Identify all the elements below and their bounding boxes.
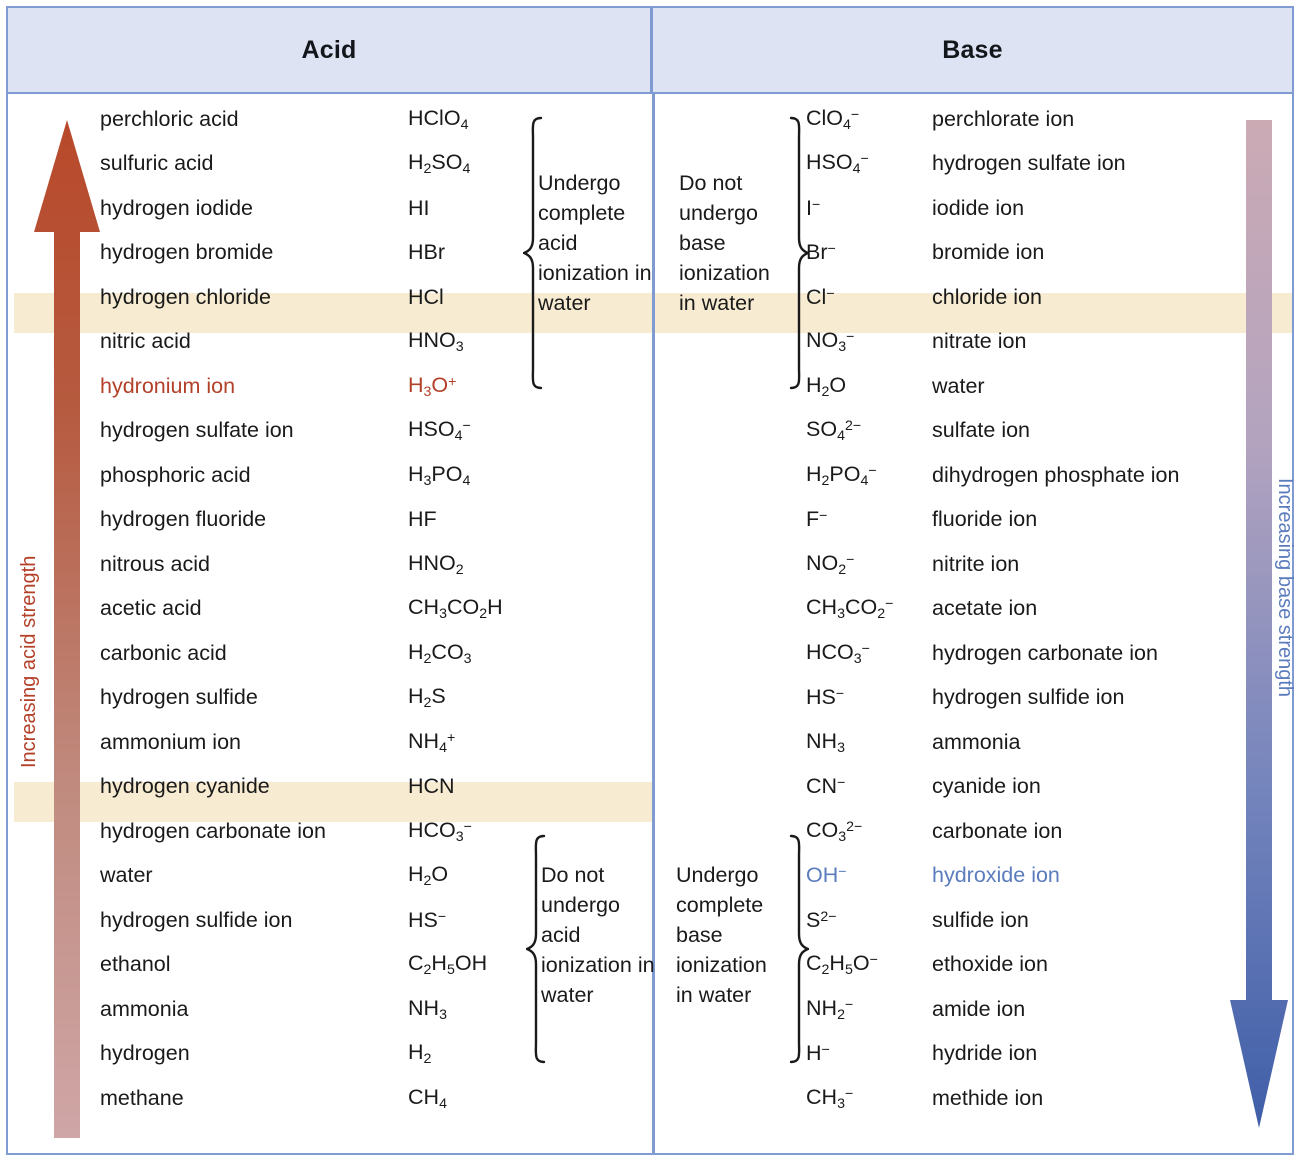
base-row (655, 765, 1292, 810)
acid-row (8, 97, 652, 142)
base-name: bromide ion (932, 240, 1045, 265)
acid-name: hydrogen fluoride (100, 507, 267, 532)
base-row (655, 1076, 1292, 1121)
base-formula: $C_2H_5O^-$ (806, 951, 878, 979)
base-name: ammonia (932, 729, 1021, 754)
base-name: nitrate ion (932, 329, 1027, 354)
acid-row (8, 409, 652, 454)
acid-formula: $NH_3$ (408, 995, 447, 1023)
base-name: hydroxide ion (932, 863, 1060, 888)
base-formula: $CH_3CO_2^-$ (806, 595, 894, 623)
acid-strong-brace-label: Undergo complete acid ionization in water (538, 171, 652, 315)
acid-formula: $HNO_3$ (408, 328, 464, 356)
base-name: perchlorate ion (932, 106, 1075, 131)
base-row (655, 97, 1292, 142)
acid-name: perchloric acid (100, 106, 239, 131)
acid-name: ammonium ion (100, 729, 241, 754)
base-row (655, 453, 1292, 498)
acid-name: hydrogen chloride (100, 284, 271, 309)
acid-name: methane (100, 1085, 184, 1110)
base-formula: OH− (806, 863, 847, 888)
acid-name: hydrogen sulfide ion (100, 907, 293, 932)
acid-row (8, 587, 652, 632)
base-name: water (932, 373, 985, 398)
base-name: amide ion (932, 996, 1026, 1021)
base-formula: $NH_2^-$ (806, 995, 854, 1023)
base-formula: $CO_3^{2-}$ (806, 817, 863, 845)
acid-row (8, 320, 652, 365)
column-header-base: Base (650, 8, 1292, 92)
base-axis-label: Increasing base strength (1274, 478, 1296, 698)
acid-name: carbonic acid (100, 640, 227, 665)
base-name: nitrite ion (932, 551, 1020, 576)
base-name: fluoride ion (932, 507, 1038, 532)
base-formula: $CH_3^-$ (806, 1084, 854, 1112)
acid-formula: $H_2O$ (408, 862, 449, 890)
acid-row (8, 720, 652, 765)
acid-formula: $H_2CO_3$ (408, 639, 472, 667)
base-formula: Cl− (806, 284, 835, 309)
acid-name: ethanol (100, 952, 171, 977)
base-name: chloride ion (932, 284, 1042, 309)
acid-name: hydrogen sulfide (100, 685, 258, 710)
base-row (655, 676, 1292, 721)
table-frame (6, 6, 1294, 1155)
acid-name: hydrogen (100, 1041, 190, 1066)
base-name: acetate ion (932, 596, 1038, 621)
acid-name: sulfuric acid (100, 151, 214, 176)
acid-formula: HCl (408, 284, 444, 309)
base-strong-brace-label: Undergo complete base ionization in water (676, 863, 767, 1007)
table-header (8, 8, 1292, 94)
base-name: dihydrogen phosphate ion (932, 462, 1180, 487)
acid-formula: $CH_3CO_2H$ (408, 595, 503, 623)
base-row (655, 542, 1292, 587)
acid-row (8, 1076, 652, 1121)
acid-formula: $C_2H_5OH$ (408, 951, 488, 979)
base-formula: I− (806, 195, 821, 220)
base-formula: H− (806, 1041, 830, 1066)
acid-formula: HCN (408, 774, 455, 799)
acid-row (8, 631, 652, 676)
acid-formula: $H_2S$ (408, 684, 446, 712)
acid-row (8, 765, 652, 810)
base-formula: ClO$_4$− (806, 105, 860, 133)
acid-formula: $HNO_2$ (408, 550, 464, 578)
base-name: carbonate ion (932, 818, 1063, 843)
base-formula: $H_2O$ (806, 372, 847, 400)
acid-axis-label: Increasing acid strength (18, 555, 40, 768)
base-nonionizing-brace-label: Do not undergo base ionization in water (679, 171, 770, 315)
base-row (655, 587, 1292, 632)
base-row (655, 720, 1292, 765)
base-row (655, 1032, 1292, 1077)
acid-name: water (100, 863, 153, 888)
acid-row (8, 809, 652, 854)
acid-formula: $H_3PO_4$ (408, 461, 471, 489)
base-name: iodide ion (932, 195, 1025, 220)
base-name: cyanide ion (932, 774, 1041, 799)
acid-name: hydrogen bromide (100, 240, 274, 265)
acid-formula: HF (408, 507, 437, 532)
base-name: hydride ion (932, 1041, 1038, 1066)
acid-row (8, 542, 652, 587)
acid-formula: $HCO_3^-$ (408, 817, 472, 845)
acid-nonionizing-brace-label: Do not undergo acid ionization in water (541, 863, 655, 1007)
acid-formula: $HSO_4^-$ (408, 417, 471, 445)
acid-row (8, 498, 652, 543)
base-row (655, 364, 1292, 409)
base-row (655, 498, 1292, 543)
base-formula: $NO_3^-$ (806, 328, 855, 356)
base-row (655, 409, 1292, 454)
acid-formula: HBr (408, 240, 446, 265)
acid-formula: $H_2SO_4$ (408, 150, 471, 178)
base-row (655, 631, 1292, 676)
base-formula: $NO_2^-$ (806, 550, 855, 578)
acid-row (8, 676, 652, 721)
base-formula: CN− (806, 774, 846, 799)
acid-name: hydrogen sulfate ion (100, 418, 294, 443)
acid-name: phosphoric acid (100, 462, 251, 487)
acid-row (8, 364, 652, 409)
base-name: sulfate ion (932, 418, 1031, 443)
base-formula: $SO_4^{2-}$ (806, 417, 862, 445)
acid-formula: HI (408, 195, 430, 220)
base-formula: $NH_3$ (806, 728, 845, 756)
acid-formula: $NH_4^+$ (408, 728, 456, 756)
acid-row (8, 1032, 652, 1077)
acid-name: nitrous acid (100, 551, 210, 576)
base-formula: $H_2PO_4^-$ (806, 461, 877, 489)
base-name: hydrogen sulfide ion (932, 685, 1125, 710)
acid-formula: $H_3O^+$ (408, 372, 457, 400)
base-formula: $HCO_3^-$ (806, 639, 870, 667)
base-name: methide ion (932, 1085, 1044, 1110)
base-name: sulfide ion (932, 907, 1029, 932)
base-formula: $S^{2-}$ (806, 907, 837, 932)
acid-formula: $CH_4$ (408, 1084, 447, 1112)
acid-formula: $H_2$ (408, 1040, 432, 1068)
base-name: ethoxide ion (932, 952, 1048, 977)
base-formula: HS− (806, 685, 845, 710)
acid-name: hydronium ion (100, 373, 236, 398)
acid-name: hydrogen carbonate ion (100, 818, 326, 843)
acid-name: acetic acid (100, 596, 202, 621)
acid-name: hydrogen cyanide (100, 774, 270, 799)
column-header-acid: Acid (301, 35, 357, 64)
acid-name: nitric acid (100, 329, 191, 354)
base-row (655, 320, 1292, 365)
base-name: hydrogen carbonate ion (932, 640, 1158, 665)
increasing-acid-strength-arrow (32, 120, 102, 1138)
base-formula: F− (806, 507, 828, 532)
acid-row (8, 453, 652, 498)
base-name: hydrogen sulfate ion (932, 151, 1126, 176)
base-formula: $HSO_4^-$ (806, 150, 869, 178)
base-formula: Br− (806, 240, 836, 265)
acid-formula: HS− (408, 907, 447, 932)
acid-formula: HClO$_4$ (408, 105, 469, 133)
base-row (655, 809, 1292, 854)
acid-name: ammonia (100, 996, 189, 1021)
acid-name: hydrogen iodide (100, 195, 254, 220)
